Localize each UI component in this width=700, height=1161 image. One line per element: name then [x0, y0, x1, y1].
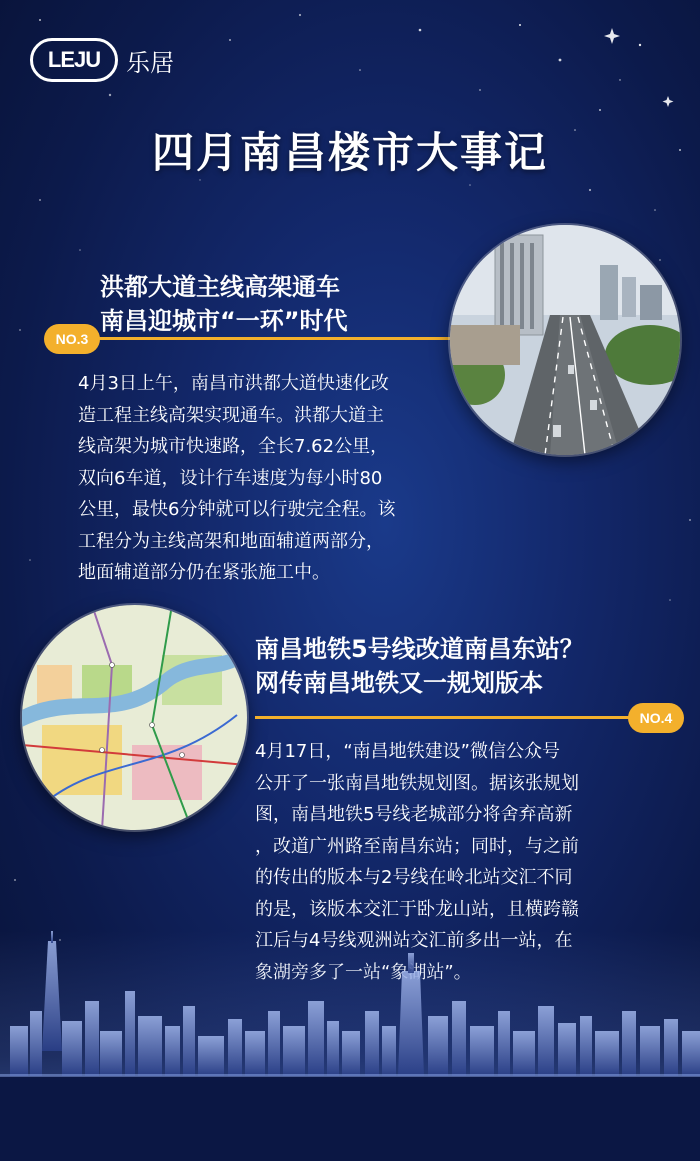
body-line: 工程分为主线高架和地面辅道两部分， — [78, 530, 384, 552]
headline-line: 洪都大道主线高架通车 — [100, 273, 340, 301]
item-4-headline — [255, 632, 584, 700]
elevated-road-photo — [450, 225, 680, 455]
item-3-badge: NO.3 — [44, 324, 100, 354]
item-4-badge: NO.4 — [628, 703, 684, 733]
item-3-divider — [60, 337, 460, 340]
page-title: 四月南昌楼市大事记 — [151, 128, 548, 177]
body-line: 公里，最快6分钟就可以行驶完全程。该 — [78, 499, 396, 520]
item-3-body — [78, 368, 458, 589]
brand-logo — [30, 36, 174, 84]
body-line: 的是，该版本交汇于卧龙山站，且横跨赣 — [255, 898, 579, 920]
city-skyline — [0, 931, 700, 1161]
body-line: 双向6车道，设计行车速度为每小时80 — [78, 467, 383, 489]
body-line: 4月17日，“南昌地铁建设”微信公众号 — [255, 741, 561, 762]
body-line: 的传出的版本与2号线在岭北站交汇不同 — [255, 867, 573, 888]
body-line: ，改道广州路至南昌东站；同时，与之前 — [255, 835, 579, 857]
brand-name: 乐居 — [126, 48, 174, 77]
body-line: 4月3日上午，南昌市洪都大道快速化改 — [78, 373, 389, 394]
body-line: 造工程主线高架实现通车。洪都大道主 — [78, 404, 384, 426]
item-4-divider — [255, 716, 655, 719]
headline-line: 网传南昌地铁又一规划版本 — [255, 669, 543, 697]
headline-line: 南昌迎城市“一环”时代 — [100, 307, 348, 335]
headline-line: 南昌地铁5号线改道南昌东站？ — [255, 635, 584, 663]
body-line: 地面辅道部分仍在紧张施工中。 — [78, 562, 330, 583]
metro-plan-map — [22, 605, 247, 830]
body-line: 公开了一张南昌地铁规划图。据该张规划 — [255, 772, 579, 794]
logo-mark: LEJU — [30, 38, 118, 82]
body-line: 图，南昌地铁5号线老城部分将舍弃高新 — [255, 804, 573, 825]
body-line: 线高架为城市快速路，全长7.62公里， — [78, 436, 389, 457]
item-3-headline — [100, 270, 348, 338]
